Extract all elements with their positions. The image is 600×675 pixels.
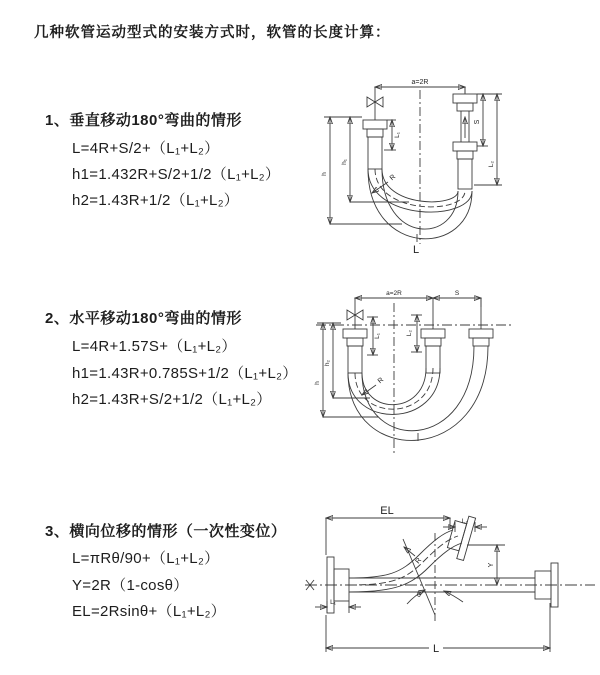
valve-icon: [367, 87, 383, 120]
dim-S-label: S: [474, 119, 481, 125]
section-1-heading: 1、垂直移动180°弯曲的情形: [45, 112, 242, 129]
dim-L2-label: L₂: [406, 329, 413, 337]
page-title: 几种软管运动型式的安装方式时，软管的长度计算：: [34, 25, 391, 41]
dim-h1: [324, 117, 409, 202]
left-pipe-fitting: [343, 329, 367, 373]
section-2-formula-h1: h1=1.43R+0.785S+1/2（L₁+L₂）: [72, 365, 298, 382]
dim-L2-label: L₂: [488, 160, 495, 168]
dim-L1: [367, 317, 381, 355]
left-braid-section: [368, 137, 382, 169]
dim-h1-label: h₁: [341, 159, 348, 165]
section-3-formula-Y: Y=2R（1-cosθ）: [72, 577, 189, 594]
section-3-formula-L: L=πRθ/90+（L₁+L₂）: [72, 550, 220, 567]
radius-R-callout: [404, 547, 423, 565]
dim-h-label: h: [314, 381, 321, 385]
dim-L: [326, 603, 550, 655]
dim-S: [474, 94, 502, 146]
dim-h2-label: h₂: [324, 359, 331, 367]
section-2-formula-L: L=4R+1.57S+（L₁+L₂）: [72, 338, 237, 355]
dim-Y: [467, 545, 505, 585]
section-3-formula-EL: EL=2Rsinθ+（L₁+L₂）: [72, 603, 226, 620]
diagram-horizontal-180-bend: [308, 283, 600, 468]
dim-Y-label: Y: [488, 562, 495, 568]
section-1-formula-h1: h1=1.432R+S/2+1/2（L₁+L₂）: [72, 166, 281, 183]
dim-L2: [406, 315, 422, 352]
dim-EL: [326, 505, 450, 555]
diagram-lateral-displacement: [303, 503, 600, 668]
dim-L1-label: L₁: [394, 132, 401, 138]
dim-L-label: L: [432, 643, 440, 655]
dim-L2-label: L₂: [461, 518, 469, 525]
section-1-formula-h2: h2=1.43R+1/2（L₁+L₂）: [72, 192, 240, 209]
dim-L1-label: L₁: [330, 599, 336, 606]
dim-L1-label: L₁: [374, 333, 381, 339]
dim-a-2R-label: a=2R: [386, 290, 402, 297]
section-2-formula-h2: h2=1.43R+S/2+1/2（L₁+L₂）: [72, 391, 272, 408]
radius-R-label: R: [414, 556, 424, 566]
dim-L1: [384, 120, 401, 150]
dim-h-label: h: [321, 172, 328, 176]
dim-EL-label: EL: [380, 505, 394, 517]
left-pipe-fitting: [363, 120, 387, 169]
section-1-formula-L: L=4R+S/2+（L₁+L₂）: [72, 140, 220, 157]
dim-L2: [474, 94, 502, 185]
displaced-hose: [349, 530, 462, 592]
dim-h: [321, 117, 402, 224]
radius-R-label: R: [376, 376, 386, 386]
dim-L-label: L: [412, 244, 420, 256]
valve-icon: [347, 298, 363, 329]
right-braid-section: [458, 159, 472, 189]
diagram-vertical-180-bend: [312, 72, 537, 257]
radius-R-callout: [362, 377, 385, 395]
dim-S-label: S: [454, 290, 460, 297]
angle-theta-label: θ: [417, 592, 421, 599]
section-2-heading: 2、水平移动180°弯曲的情形: [45, 310, 242, 327]
right-pipe-fitting: [453, 87, 477, 189]
dim-a-2R-label: a=2R: [411, 79, 429, 86]
moved-pipe-fitting: [469, 298, 493, 346]
dim-a-2R: [355, 290, 433, 298]
radius-R-label: R: [388, 173, 398, 183]
left-braid-section: [348, 346, 362, 373]
section-3-heading: 3、横向位移的情形（一次性变位）: [45, 523, 287, 540]
center-pipe-fitting: [421, 298, 445, 373]
dim-S: [433, 290, 481, 307]
